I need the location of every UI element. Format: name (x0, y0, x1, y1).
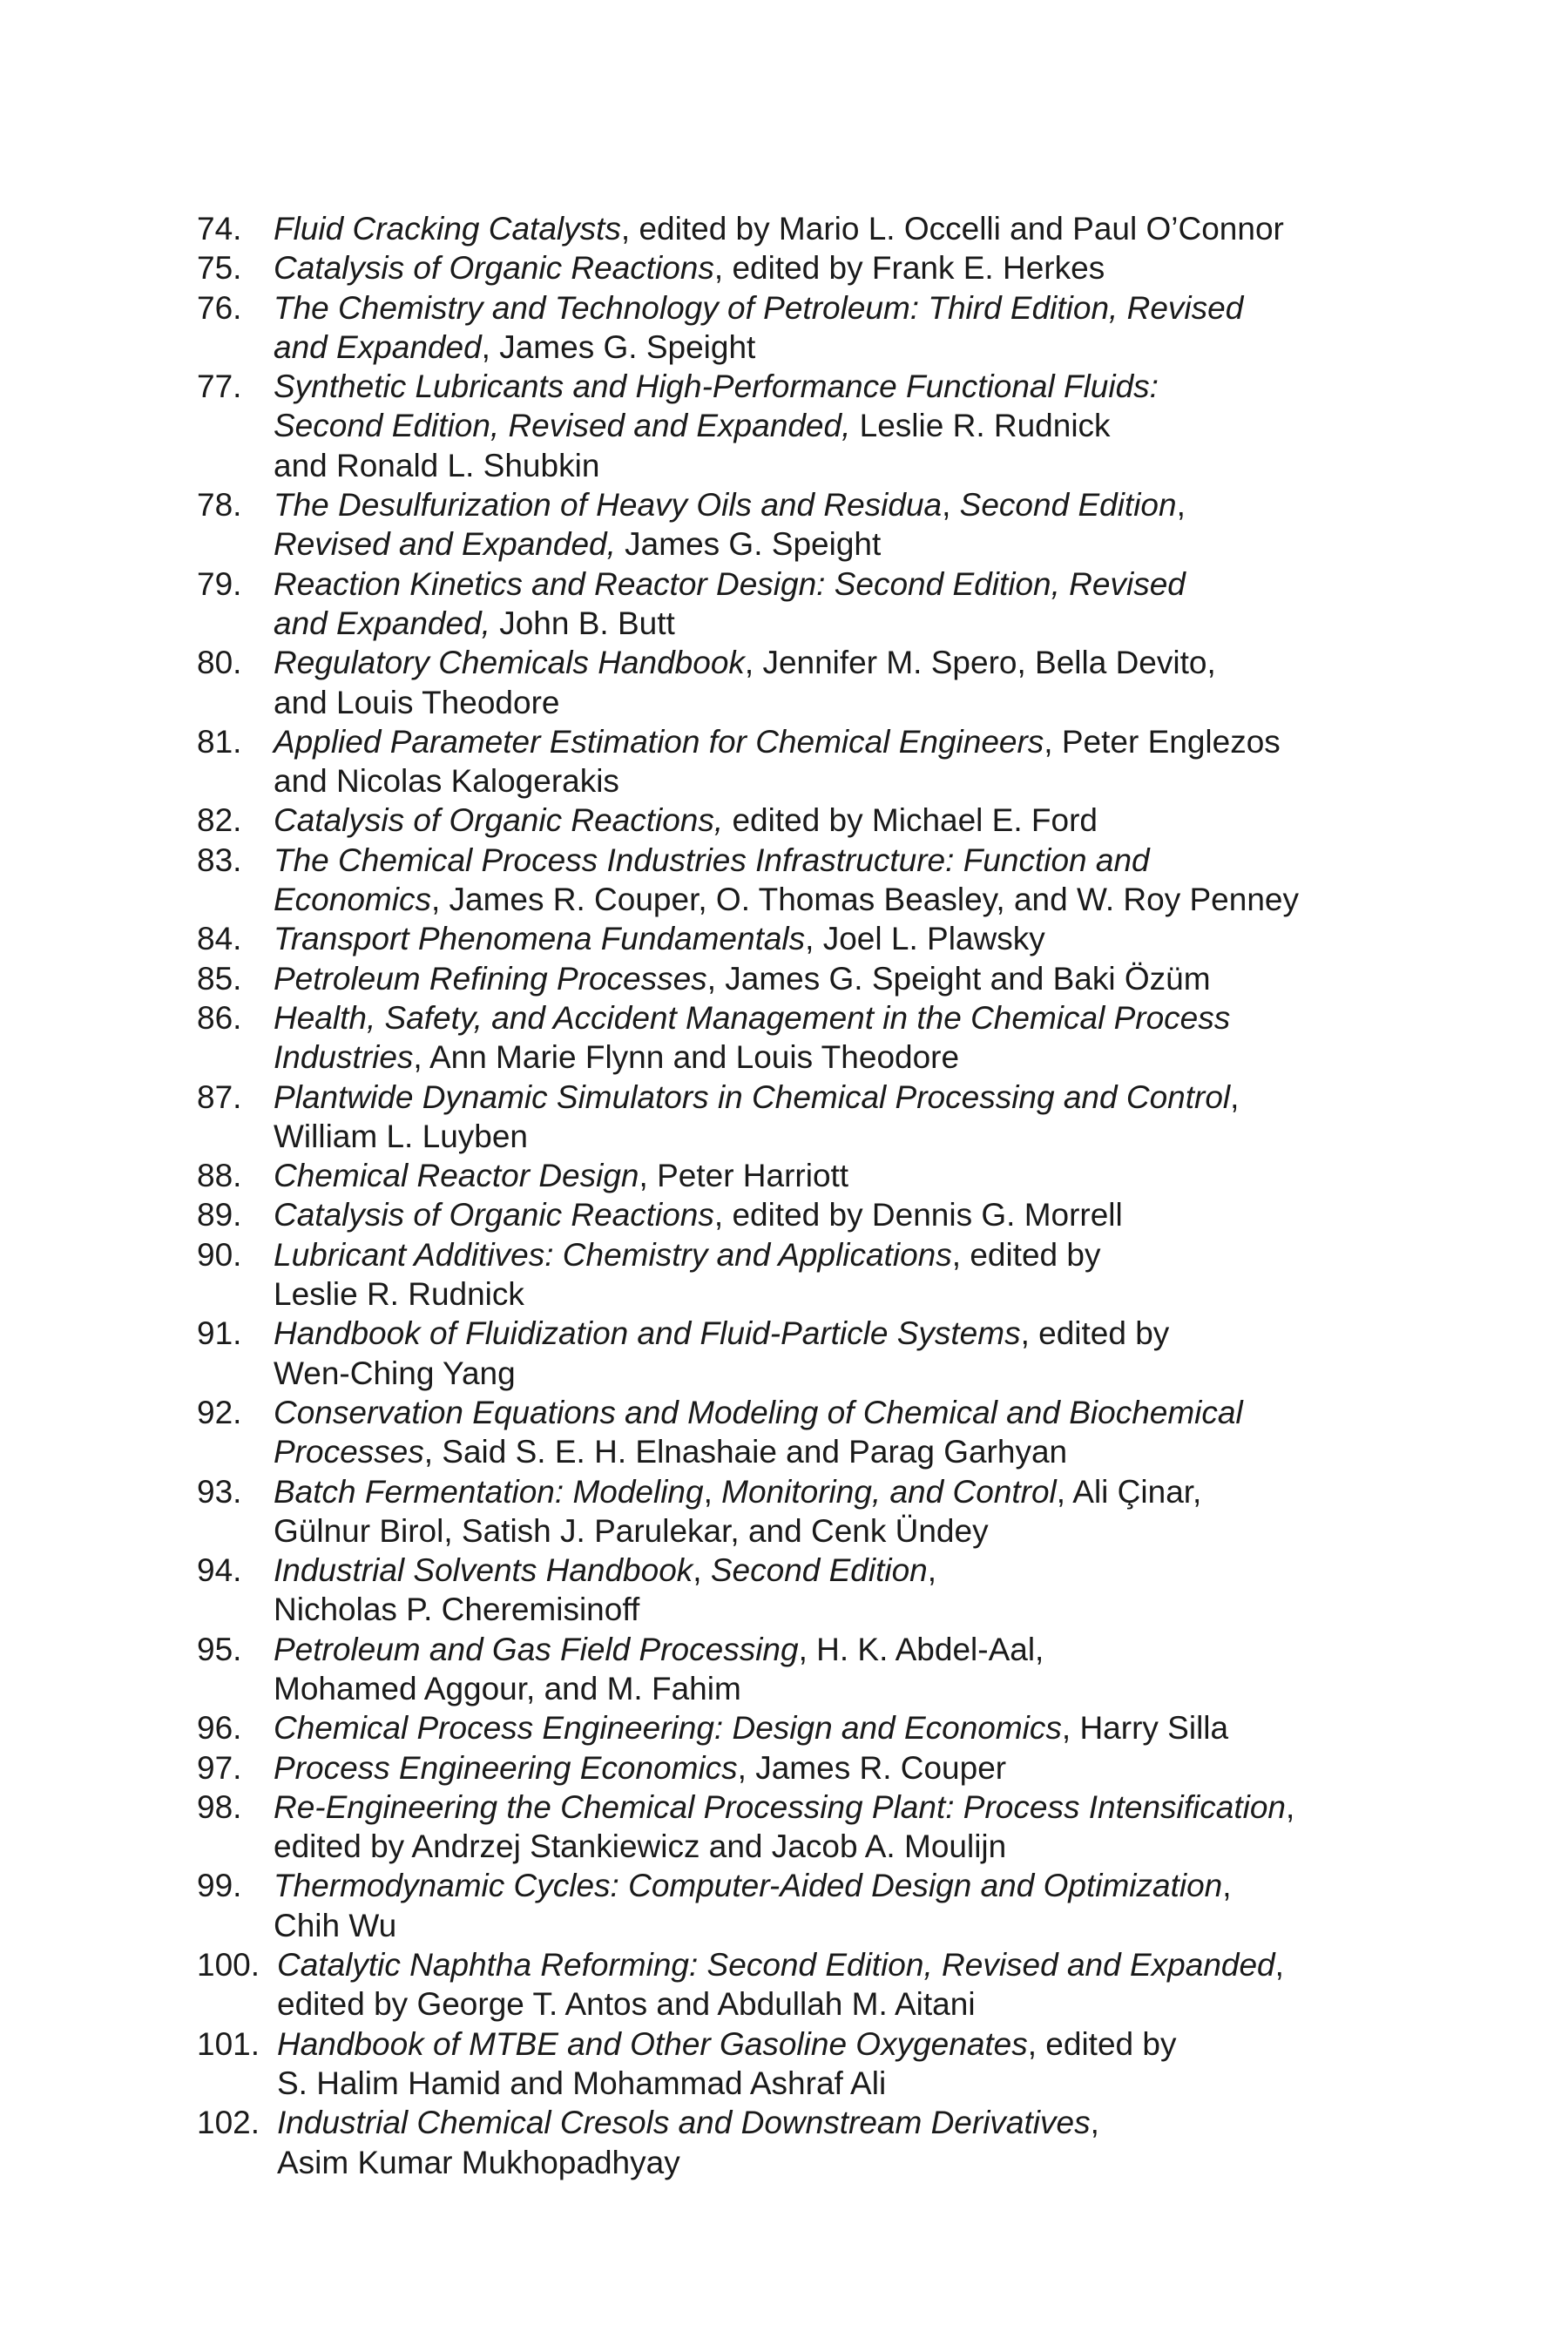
entry-citation (274, 643, 1390, 722)
book-title: Fluid Cracking Catalysts (274, 211, 621, 247)
entry-number: 94. (197, 1552, 242, 1589)
book-title: Chemical Process Engineering: Design and Economics (274, 1710, 1062, 1747)
citation-text: , (1222, 1868, 1232, 1904)
citation-line (277, 2064, 1390, 2103)
entry-citation (274, 248, 1390, 287)
list-item (197, 288, 1390, 368)
book-title: Reaction Kinetics and Reactor Design: Second Edition, Revised (274, 565, 1186, 602)
entry-number: 101. (197, 2025, 260, 2062)
book-title: Catalysis of Organic Reactions (274, 1197, 714, 1233)
list-item (197, 959, 1390, 998)
book-title: Second Edition, Revised and Expanded, (274, 408, 851, 444)
citation-text: , edited by (1020, 1315, 1170, 1352)
citation-text: , edited by Frank E. Herkes (713, 250, 1105, 287)
citation-line (274, 1669, 1390, 1708)
citation-line (274, 1156, 1390, 1195)
book-title: Plantwide Dynamic Simulators in Chemical Processing and Control (274, 1078, 1231, 1115)
citation-line (274, 683, 1390, 722)
book-title: Transport Phenomena Fundamentals (274, 921, 806, 957)
list-item (197, 1393, 1390, 1472)
list-item (197, 248, 1390, 287)
book-title: Monitoring, and Control (721, 1473, 1057, 1510)
book-title: Petroleum and Gas Field Processing (274, 1631, 799, 1667)
citation-line (274, 1708, 1390, 1747)
book-title: Revised and Expanded, (274, 526, 616, 563)
citation-line (274, 1314, 1390, 1353)
citation-text: edited by Andrzej Stankiewicz and Jacob A. Moulijn (274, 1828, 1007, 1865)
entry-number: 102. (197, 2105, 260, 2141)
entry-citation (274, 1551, 1390, 1630)
citation-line (274, 761, 1390, 801)
list-item (197, 919, 1390, 958)
book-title: Re-Engineering the Chemical Processing Plant: Process Intensification (274, 1788, 1286, 1825)
citation-text: Nicholas P. Cheremisinoff (274, 1592, 640, 1628)
citation-text: Leslie R. Rudnick (274, 1276, 524, 1313)
list-item (197, 1866, 1390, 1945)
entry-citation (274, 1314, 1390, 1393)
book-title: Industrial Solvents Handbook (274, 1552, 693, 1589)
list-item (197, 643, 1390, 722)
book-title: The Chemical Process Industries Infrastructure: Function and (274, 841, 1150, 878)
entry-citation (274, 367, 1390, 485)
citation-line (274, 485, 1390, 524)
entry-number: 92. (197, 1394, 242, 1430)
citation-line (274, 1432, 1390, 1471)
entry-citation (274, 959, 1390, 998)
citation-line (274, 722, 1390, 761)
list-item (197, 998, 1390, 1078)
entry-citation (274, 1195, 1390, 1234)
book-title: The Chemistry and Technology of Petroleum: Third Edition, Revised (274, 289, 1244, 326)
citation-line (274, 524, 1390, 564)
entry-number: 88. (197, 1158, 242, 1194)
book-title: Processes (274, 1434, 424, 1470)
list-item (197, 1195, 1390, 1234)
citation-line (274, 1354, 1390, 1393)
entry-number: 87. (197, 1078, 242, 1115)
citation-text: Chih Wu (274, 1907, 397, 1943)
list-item (197, 2024, 1390, 2104)
citation-text: Leslie R. Rudnick (850, 408, 1111, 444)
list-item (197, 1078, 1390, 1157)
list-item (197, 1235, 1390, 1315)
list-item (197, 485, 1390, 564)
citation-text: , Harry Silla (1061, 1710, 1229, 1747)
citation-text: , Ali Çinar, (1056, 1473, 1202, 1510)
entry-number: 82. (197, 802, 242, 839)
citation-line (277, 2103, 1390, 2142)
citation-line (274, 1037, 1390, 1077)
citation-line (277, 2024, 1390, 2064)
entry-citation (277, 1945, 1390, 2024)
citation-text: and Louis Theodore (274, 684, 560, 720)
citation-text: , (1176, 487, 1186, 524)
citation-line (274, 1393, 1390, 1432)
entry-number: 80. (197, 645, 242, 681)
entry-number: 97. (197, 1749, 242, 1786)
citation-text: and Nicolas Kalogerakis (274, 763, 619, 800)
book-title: Petroleum Refining Processes (274, 960, 707, 997)
citation-text: , (1274, 1947, 1284, 1984)
citation-text: , James G. Speight (481, 328, 756, 365)
citation-line (274, 919, 1390, 958)
citation-line (274, 1472, 1390, 1511)
citation-text: John B. Butt (490, 605, 675, 641)
citation-line (274, 801, 1390, 840)
book-title: Second Edition (710, 1552, 928, 1589)
book-title: Conservation Equations and Modeling of Chemical and Biochemical (274, 1394, 1243, 1430)
citation-line (274, 841, 1390, 880)
entry-number: 86. (197, 999, 242, 1036)
entry-citation (274, 1630, 1390, 1709)
entry-citation (274, 1078, 1390, 1157)
list-item (197, 1472, 1390, 1551)
list-item (197, 209, 1390, 248)
book-title: Second Edition (959, 487, 1177, 524)
book-title: Industries (274, 1039, 414, 1076)
citation-text: edited by Michael E. Ford (723, 802, 1098, 839)
entry-citation (277, 2024, 1390, 2104)
book-title: Applied Parameter Estimation for Chemical Engineers (274, 723, 1044, 760)
book-title: Handbook of Fluidization and Fluid-Particle Systems (274, 1315, 1021, 1352)
citation-text: edited by George T. Antos and Abdullah M. Aitani (277, 1986, 976, 2023)
entry-citation (274, 1235, 1390, 1315)
citation-text: Wen-Ching Yang (274, 1355, 516, 1391)
citation-line (274, 1827, 1390, 1866)
list-item (197, 1945, 1390, 2024)
entry-citation (274, 564, 1390, 644)
list-item (197, 841, 1390, 920)
list-item (197, 1551, 1390, 1630)
citation-line (274, 959, 1390, 998)
citation-text: , (703, 1473, 722, 1510)
list-item (197, 2103, 1390, 2182)
entry-number: 79. (197, 565, 242, 602)
book-title: Industrial Chemical Cresols and Downstream Derivatives (277, 2105, 1091, 2141)
citation-line (274, 1117, 1390, 1156)
citation-line (274, 1906, 1390, 1945)
entry-number: 81. (197, 723, 242, 760)
citation-text: , (1090, 2105, 1099, 2141)
entry-number: 100. (197, 1947, 260, 1984)
entry-number: 89. (197, 1197, 242, 1233)
citation-line (274, 1590, 1390, 1629)
citation-line (274, 604, 1390, 643)
entry-citation (274, 841, 1390, 920)
book-title: Catalysis of Organic Reactions (274, 250, 714, 287)
citation-line (274, 1630, 1390, 1669)
citation-line (274, 288, 1390, 328)
list-item (197, 1156, 1390, 1195)
citation-line (274, 998, 1390, 1037)
citation-line (274, 1195, 1390, 1234)
citation-line (274, 446, 1390, 485)
list-item (197, 1314, 1390, 1393)
entry-citation (274, 998, 1390, 1078)
book-title: Catalytic Naphtha Reforming: Second Edition, Revised and Expanded (277, 1947, 1275, 1984)
entry-number: 75. (197, 250, 242, 287)
list-item (197, 367, 1390, 485)
book-title: Synthetic Lubricants and High-Performance Functional Fluids: (274, 368, 1159, 405)
entry-citation (274, 209, 1390, 248)
citation-text: , Joel L. Plawsky (805, 921, 1045, 957)
citation-line (274, 564, 1390, 604)
list-item (197, 564, 1390, 644)
entry-citation (274, 1866, 1390, 1945)
citation-text: Asim Kumar Mukhopadhyay (277, 2144, 680, 2180)
citation-text: , H. K. Abdel-Aal, (798, 1631, 1044, 1667)
entry-citation (274, 1472, 1390, 1551)
citation-line (274, 209, 1390, 248)
entry-number: 77. (197, 368, 242, 405)
entry-citation (274, 722, 1390, 801)
citation-line (274, 880, 1390, 919)
entry-number: 84. (197, 921, 242, 957)
book-title: Process Engineering Economics (274, 1749, 738, 1786)
citation-line (274, 1078, 1390, 1117)
entry-citation (274, 1748, 1390, 1788)
citation-line (274, 1511, 1390, 1551)
entry-number: 95. (197, 1631, 242, 1667)
list-item (197, 1748, 1390, 1788)
citation-text: , Jennifer M. Spero, Bella Devito, (744, 645, 1216, 681)
citation-line (274, 1866, 1390, 1905)
citation-text: , (1230, 1078, 1240, 1115)
book-title: and Expanded, (274, 605, 490, 641)
citation-line (277, 1984, 1390, 2024)
book-title: Batch Fermentation: Modeling (274, 1473, 704, 1510)
entry-citation (274, 1393, 1390, 1472)
entry-number: 90. (197, 1236, 242, 1273)
book-title: and Expanded (274, 328, 482, 365)
book-title: Lubricant Additives: Chemistry and Applications (274, 1236, 952, 1273)
citation-text: , edited by (951, 1236, 1101, 1273)
entry-number: 74. (197, 211, 242, 247)
book-title: Health, Safety, and Accident Management in the Chemical Process (274, 999, 1231, 1036)
entry-number: 78. (197, 487, 242, 524)
list-item (197, 722, 1390, 801)
citation-text: Gülnur Birol, Satish J. Parulekar, and Cenk Ündey (274, 1512, 989, 1549)
citation-text: , Said S. E. H. Elnashaie and Parag Garhyan (423, 1434, 1068, 1470)
citation-text: S. Halim Hamid and Mohammad Ashraf Ali (277, 2065, 887, 2101)
citation-text: , (693, 1552, 711, 1589)
citation-text: , Peter Harriott (639, 1158, 849, 1194)
entry-citation (274, 485, 1390, 564)
citation-line (274, 328, 1390, 367)
entry-number: 91. (197, 1315, 242, 1352)
citation-text: , edited by (1027, 2025, 1177, 2062)
citation-line (274, 1274, 1390, 1314)
entry-number: 76. (197, 289, 242, 326)
citation-text: , Peter Englezos (1044, 723, 1281, 760)
entry-number: 98. (197, 1788, 242, 1825)
entry-citation (274, 1156, 1390, 1195)
book-title: Regulatory Chemicals Handbook (274, 645, 745, 681)
citation-text: , (942, 487, 960, 524)
citation-text: , edited by Mario L. Occelli and Paul O’Connor (620, 211, 1284, 247)
citation-line (274, 1551, 1390, 1590)
citation-line (274, 367, 1390, 406)
entry-citation (274, 801, 1390, 840)
citation-text: , James G. Speight and Baki Özüm (706, 960, 1211, 997)
entry-number: 83. (197, 841, 242, 878)
citation-line (274, 1235, 1390, 1274)
entry-number: 85. (197, 960, 242, 997)
citation-line (277, 2143, 1390, 2182)
citation-text: William L. Luyben (274, 1118, 529, 1154)
list-item (197, 801, 1390, 840)
book-title: Catalysis of Organic Reactions, (274, 802, 724, 839)
citation-line (274, 643, 1390, 682)
entry-number: 96. (197, 1710, 242, 1747)
book-title: Economics (274, 882, 431, 918)
citation-text: , James R. Couper, O. Thomas Beasley, and W. Roy Penney (430, 882, 1299, 918)
citation-line (274, 406, 1390, 445)
list-item (197, 1630, 1390, 1709)
citation-text: James G. Speight (615, 526, 882, 563)
book-title: Chemical Reactor Design (274, 1158, 639, 1194)
entry-citation (274, 919, 1390, 958)
citation-text: , James R. Couper (737, 1749, 1007, 1786)
citation-line (274, 1748, 1390, 1788)
citation-line (274, 248, 1390, 287)
entry-number: 93. (197, 1473, 242, 1510)
citation-text: , (927, 1552, 937, 1589)
entry-citation (274, 1788, 1390, 1867)
citation-text: , (1285, 1788, 1295, 1825)
book-series-list (197, 209, 1390, 2182)
entry-citation (274, 288, 1390, 368)
book-title: Handbook of MTBE and Other Gasoline Oxygenates (277, 2025, 1028, 2062)
citation-text: , edited by Dennis G. Morrell (713, 1197, 1123, 1233)
book-title: Thermodynamic Cycles: Computer-Aided Design and Optimization (274, 1868, 1223, 1904)
citation-line (277, 1945, 1390, 1984)
book-title: The Desulfurization of Heavy Oils and Residua (274, 487, 943, 524)
list-item (197, 1788, 1390, 1867)
entry-citation (274, 1708, 1390, 1747)
citation-line (274, 1788, 1390, 1827)
list-item (197, 1708, 1390, 1747)
entry-number: 99. (197, 1868, 242, 1904)
citation-text: and Ronald L. Shubkin (274, 447, 600, 483)
entry-citation (277, 2103, 1390, 2182)
citation-text: , Ann Marie Flynn and Louis Theodore (413, 1039, 960, 1076)
citation-text: Mohamed Aggour, and M. Fahim (274, 1670, 741, 1707)
